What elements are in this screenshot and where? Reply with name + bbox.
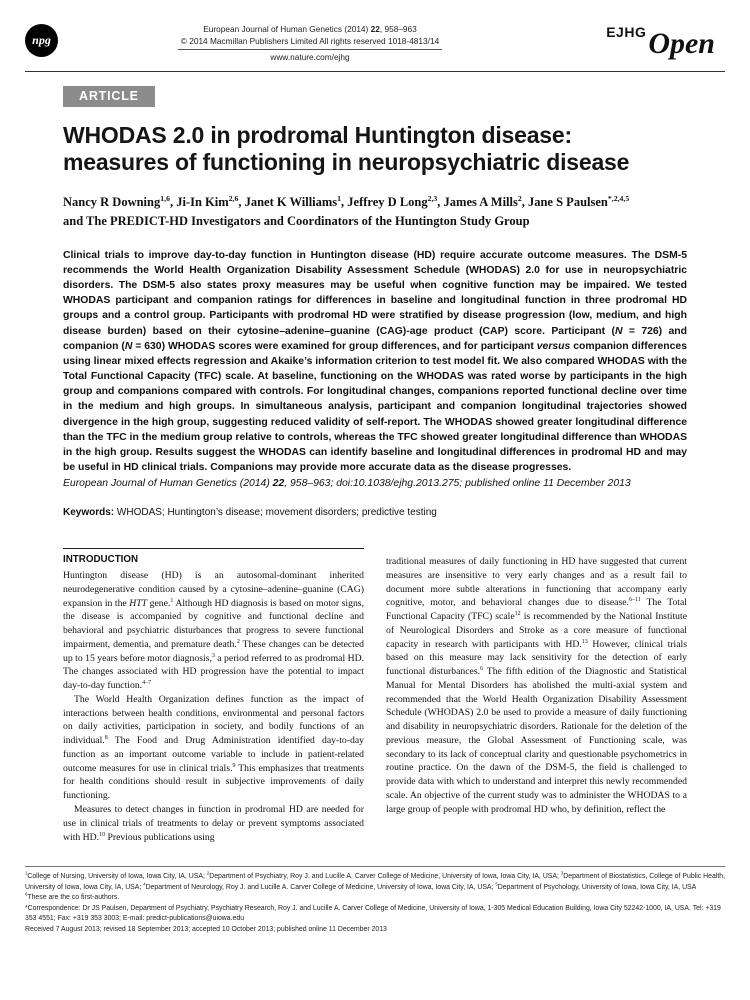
npg-logo-text: npg bbox=[32, 33, 51, 47]
abstract-text: Clinical trials to improve day-to-day function in Huntington disease (HD) require accurate outcome measures. The DSM-5 recommends the World Health Organization Disability Assessment Schedule (WHODAS) 2.0 for use in neuropsychiatric disorders. The DSM-5 also states proxy measures may be useful when cognitive function may be impaired. We tested WHODAS participant and companion ratings for differences in baseline and longitudinal function in three prodromal HD groups and a control group. Participants with prodromal HD were stratified by disease progression (low, medium, and high disease burden) based on their cytosine–adenine–guanine (CAG)-age product (CAP) score. Participant (N = 726) and companion (N = 630) WHODAS scores were examined for group differences, and for participant versus companion differences using linear mixed effects regression and Akaike’s information criterion to test model fit. We also compared WHODAS with the Total Functional Capacity (TFC) scale. At baseline, functioning on the WHODAS was rated worse by participants in the high group and companions compared with controls. For longitudinal changes, companions reported functional decline over time in the medium and high groups. In simultaneous analysis, participant and companion longitudinal trajectories showed divergence in the high group, suggesting reduced validity of self-report. The WHODAS showed greater longitudinal difference than the TFC in the medium group relative to controls, whereas the TFC showed greater longitudinal difference than WHODAS in the high group. Results suggest the WHODAS can identify baseline and longitudinal differences in prodromal HD and may be useful in HD clinical trials. Companions may provide more accurate data as the disease progresses. bbox=[63, 249, 687, 474]
article-content bbox=[0, 72, 750, 844]
body-columns bbox=[63, 548, 687, 844]
citation-line: European Journal of Human Genetics (2014) 22, 958–963; doi:10.1038/ejhg.2013.275; published online 11 December 2013 bbox=[63, 478, 631, 490]
affiliations-footnote: $^1$College of Nursing, University of Iowa, Iowa City, IA, USA; $^2$Department of Psychiatry, Roy J. and Lucille A. Carver College of Medicine, University of Iowa, Iowa City, IA, USA; $^3$Department of Biostatistics, College of Public Health, University of Iowa, Iowa City, IA, USA; $^4$Department of Neurology, Roy J. and Lucille A. Carver College of Medicine, University of Iowa, Iowa City, IA, USA; $^5$Department of Psychology, University of Iowa, Iowa City, IA, USA bbox=[25, 871, 725, 891]
journal-url-link[interactable]: www.nature.com/ejhg bbox=[270, 52, 350, 63]
ejhg-logo-text: EJHG bbox=[606, 24, 647, 40]
footnotes-section bbox=[25, 866, 725, 935]
open-logo-text: Open bbox=[648, 27, 715, 60]
copyright-line: © 2014 Macmillan Publishers Limited All rights reserved 1018-4813/14 bbox=[180, 35, 440, 46]
masthead-citation-block bbox=[160, 24, 460, 64]
article-history-footnote: Received 7 August 2013; revised 18 September 2013; accepted 10 October 2013; published online 11 December 2013 bbox=[25, 925, 387, 933]
correspondence-footnote bbox=[25, 904, 725, 925]
correspondence-text: *Correspondence: Dr JS Paulsen, Department of Psychiatry, Psychiatry Research, Roy J. and Lucille A. Carver College of Medicine, University of Iowa, 1-305 Medical Education Building, Iowa City 52242-1000, IA, USA. Tel: +319 353 4551; Fax: +319 353 3003; E-mail: bbox=[25, 904, 721, 923]
authors-line-1: Nancy R Downing$^{1,6}$, Ji-In Kim$^{2,6}$, Janet K Williams$^1$, Jeffrey D Long$^{2,3}$, James A Mills$^2$, Jane S Paulsen$^{*,2,4,5}$ bbox=[63, 193, 630, 210]
authors-line-2: and The PREDICT-HD Investigators and Coordinators of the Huntington Study Group bbox=[63, 213, 530, 228]
npg-logo bbox=[25, 24, 58, 57]
article-type-badge: ARTICLE bbox=[63, 86, 155, 107]
left-column bbox=[63, 548, 364, 844]
ejhg-open-logo bbox=[606, 24, 715, 61]
keywords-text: WHODAS; Huntington’s disease; movement disorders; predictive testing bbox=[114, 507, 437, 518]
right-column bbox=[386, 548, 687, 844]
journal-citation-line: European Journal of Human Genetics (2014) 22, 958–963 bbox=[203, 24, 417, 34]
intro-paragraph-1: Huntington disease (HD) is an autosomal-dominant inherited neurodegenerative condition caused by a cytosine–adenine–guanine (CAG) expansion in the HTT gene.$^1$ Although HD diagnosis is based on motor signs, the disease is accompanied by cognitive and functional decline and behavioral and psychiatric disturbances that progress to severe functional impairment, dementia, and premature death.$^2$ These changes can be detected up to 15 years before motor diagnosis,$^3$ a period referred to as prodromal HD. The changes associated with HD progression have the potential to impact day-to-day function.$^{4-7}$ bbox=[63, 570, 365, 692]
masthead bbox=[0, 0, 750, 64]
masthead-rule bbox=[178, 49, 442, 50]
keywords-line bbox=[63, 507, 687, 518]
page-title-line1: WHODAS 2.0 in prodromal Huntington disease: bbox=[63, 121, 572, 148]
keywords-label: Keywords: bbox=[63, 507, 115, 518]
cofirst-footnote: $^6$These are the co first-authors. bbox=[25, 891, 120, 902]
page-title bbox=[63, 122, 687, 176]
correspondence-email-link[interactable]: predict-publications@uiowa.edu bbox=[146, 915, 245, 923]
section-heading-introduction: INTRODUCTION bbox=[63, 548, 364, 565]
intro-paragraph-2: The World Health Organization defines function as the impact of interactions between health conditions, environmental and personal factors on daily activities, participation in society, and bodily functions of an individual.$^8$ The Food and Drug Administration identified day-to-day function as an important outcome variable to include in patient-related outcome measures for use in clinical trials.$^9$ This emphasizes that treatments for health conditions should result in subjective improvements of daily functioning. bbox=[63, 693, 365, 802]
authors-block bbox=[63, 193, 687, 231]
intro-paragraph-3: Measures to detect changes in function in prodromal HD are needed for use in clinical trials of treatments to delay or prevent symptoms associated with HD.$^{10}$ Previous publications using bbox=[63, 804, 364, 843]
intro-paragraph-4: traditional measures of daily functioning in HD have suggested that current measures are insensitive to very early changes and as a result fail to document more subtle alterations in functioning that accompany early cognitive, motor, and behavioral changes due to disease.$^{6-11}$ The Total Functional Capacity (TFC) scale$^{12}$ is recommended by the National Institute of Neurological Disorders and Stroke as a core measure of functional capacity in research with participants with HD.$^{13}$ However, clinical trials based on this measure may lack sensitivity for the detection of early functional disturbances.$^6$ The fifth edition of the Diagnostic and Statistical Manual for Mental Disorders has abolished the multi-axial system and recommended that the World Health Organization Disability Assessment Schedule (WHODAS) 2.0 be used to provide a measure of daily functioning and disability in neuropsychiatric disorders. Rationale for the deletion of the previous measure, the Global Assessment of Functioning scale, was secondary to its lack of conceptual clarity and questionable psychometrics in routine practice. On the dawn of the DSM-5, the field is challenged to provide data with which to understand and interpret this newly recommended scale. An objective of the current study was to administer the WHODAS to a large group of people with prodromal HD who, by definition, reflect the bbox=[386, 556, 688, 815]
page-title-line2: measures of functioning in neuropsychiatric disease bbox=[63, 148, 630, 175]
